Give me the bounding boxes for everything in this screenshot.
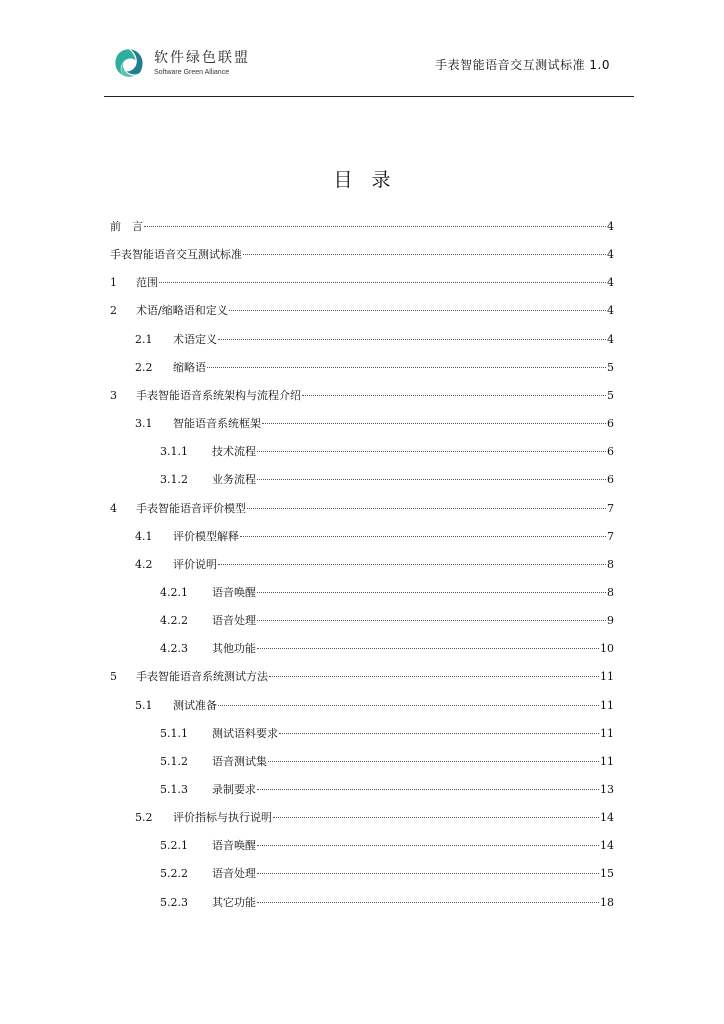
toc-entry-number: 4.2.2: [160, 614, 188, 628]
toc-entry-label: 测试语料要求: [212, 726, 278, 740]
toc-dot-leader: [257, 873, 599, 874]
logo-name-cn: 软件绿色联盟: [154, 50, 250, 66]
toc-entry[interactable]: [160, 725, 614, 743]
toc-entry-label: 手表智能语音系统测试方法: [136, 670, 268, 684]
toc-entry-label: 智能语音系统框架: [173, 417, 261, 431]
toc-entry-page: 11: [600, 754, 614, 768]
toc-entry[interactable]: [135, 359, 614, 377]
toc-entry-page: 8: [607, 585, 614, 599]
toc-entry-label: 术语/缩略语和定义: [136, 304, 228, 318]
toc-entry[interactable]: [110, 274, 614, 292]
toc-entry-number: 3: [110, 388, 117, 402]
toc-dot-leader: [207, 367, 606, 368]
toc-entry-page: 7: [607, 529, 614, 543]
toc-dot-leader: [257, 620, 606, 621]
toc-dot-leader: [240, 536, 606, 537]
toc-dot-leader: [257, 648, 599, 649]
toc-entry-page: 11: [600, 698, 614, 712]
toc-entry-page: 6: [607, 445, 614, 459]
toc-entry[interactable]: [135, 415, 614, 433]
toc-entry[interactable]: [160, 781, 614, 799]
toc-entry[interactable]: [135, 697, 614, 715]
toc-entry-number: 5.2.1: [160, 839, 188, 853]
toc-entry-page: 6: [607, 473, 614, 487]
toc-entry-page: 10: [600, 642, 614, 656]
toc-entry-page: 15: [600, 867, 614, 881]
toc-entry-number: 1: [110, 276, 117, 290]
toc-entry-page: 4: [607, 248, 614, 262]
toc-entry-number: 4: [110, 501, 117, 515]
toc-entry-label: 评价说明: [173, 557, 217, 571]
toc-entry[interactable]: [110, 668, 614, 686]
toc-entry[interactable]: [135, 809, 614, 827]
toc-entry[interactable]: [160, 837, 614, 855]
toc-dot-leader: [273, 817, 599, 818]
toc-dot-leader: [247, 508, 606, 509]
toc-entry-number: 5.2: [135, 811, 153, 825]
toc-entry[interactable]: [110, 500, 614, 518]
toc-entry-page: 8: [607, 557, 614, 571]
toc-entry[interactable]: [160, 865, 614, 883]
toc-dot-leader: [257, 592, 606, 593]
toc-entry-page: 14: [600, 811, 614, 825]
alliance-logo-icon: [112, 46, 146, 80]
toc-entry-label: 测试准备: [173, 698, 217, 712]
toc-entry-label: 评价模型解释: [173, 529, 239, 543]
toc-entry-label: 手表智能语音交互测试标准: [110, 248, 242, 262]
toc-entry-label: 语音唤醒: [212, 839, 256, 853]
toc-entry-number: 5.1: [135, 698, 153, 712]
toc-entry-label: 录制要求: [212, 783, 256, 796]
toc-entry-page: 9: [607, 614, 614, 628]
toc-entry-label: 技术流程: [212, 445, 256, 459]
toc-entry-page: 6: [607, 417, 614, 431]
toc-entry-number: 4.2.1: [160, 585, 188, 599]
toc-entry-page: 4: [607, 276, 614, 290]
toc-entry[interactable]: [160, 753, 614, 771]
toc-entry-number: 2.2: [135, 360, 153, 374]
toc-entry-number: 2.1: [135, 332, 153, 346]
toc-dot-leader: [262, 423, 606, 424]
toc-dot-leader: [257, 845, 599, 846]
toc-heading: 目录: [333, 169, 410, 191]
toc-entry-label: 其它功能: [212, 895, 256, 909]
toc-entry-label: 缩略语: [173, 360, 206, 374]
toc-entry-page: 7: [607, 501, 614, 515]
toc-entry-page: 4: [607, 220, 614, 233]
toc-entry-page: 5: [607, 388, 614, 402]
toc-entry-number: 4.1: [135, 529, 153, 543]
toc-entry[interactable]: [110, 302, 614, 320]
toc-entry-number: 5.1.2: [160, 754, 188, 768]
toc-dot-leader: [257, 789, 599, 790]
toc-entry-page: 5: [607, 360, 614, 374]
toc-entry-label: 手表智能语音系统架构与流程介绍: [136, 388, 301, 402]
toc-entry-number: 4.2: [135, 557, 153, 571]
toc-entry[interactable]: [160, 584, 614, 602]
page-header: [0, 0, 724, 97]
document-title: 手表智能语音交互测试标准 1.0: [435, 58, 610, 72]
toc-entry-label: 业务流程: [212, 473, 256, 487]
toc-entry-label: 其他功能: [212, 642, 256, 656]
toc-entry-label: 术语定义: [173, 332, 217, 346]
toc-dot-leader: [257, 451, 606, 452]
toc-entry[interactable]: [110, 218, 614, 236]
toc-entry-number: 3.1: [135, 417, 153, 431]
toc-entry-page: 11: [600, 670, 614, 684]
logo-wordmark: [154, 50, 250, 78]
toc-entry-number: 5.2.3: [160, 895, 188, 909]
toc-entry[interactable]: [135, 556, 614, 574]
toc-entry[interactable]: [160, 894, 614, 912]
toc-dot-leader: [257, 479, 606, 480]
toc-entry[interactable]: [135, 331, 614, 349]
toc-entry[interactable]: [160, 640, 614, 658]
toc-entry-page: 4: [607, 304, 614, 318]
toc-entry-number: 2: [110, 304, 117, 318]
toc-entry-label: 语音唤醒: [212, 585, 256, 599]
toc-entry[interactable]: [160, 612, 614, 630]
toc-entry-page: 14: [600, 839, 614, 853]
toc-entry-label: 语音处理: [212, 867, 256, 881]
toc-entry-label: 语音测试集: [212, 754, 267, 768]
toc-entry-number: 3.1.2: [160, 473, 188, 487]
toc-dot-leader: [302, 395, 606, 396]
toc-entry-page: 18: [600, 895, 614, 909]
toc-entry[interactable]: [160, 471, 614, 489]
toc-entry-label: 语音处理: [212, 614, 256, 628]
toc-entry-label: 前 言: [110, 220, 143, 233]
toc-dot-leader: [229, 310, 606, 311]
toc-entry-label: 范围: [136, 276, 158, 290]
toc-dot-leader: [144, 226, 606, 227]
toc-entry-number: 5.1.1: [160, 726, 188, 740]
toc-entry-number: 5: [110, 670, 117, 684]
toc-dot-leader: [268, 761, 599, 762]
toc-dot-leader: [218, 705, 599, 706]
toc-entry-number: 4.2.3: [160, 642, 188, 656]
toc-dot-leader: [279, 733, 599, 734]
toc-entry-page: 4: [607, 332, 614, 346]
toc-dot-leader: [218, 564, 606, 565]
toc-entry-label: 评价指标与执行说明: [173, 811, 272, 825]
toc-dot-leader: [159, 282, 606, 283]
toc-entry-number: 5.1.3: [160, 783, 188, 796]
toc-entry-page: 11: [600, 726, 614, 740]
toc-dot-leader: [243, 254, 606, 255]
header-divider: [104, 96, 634, 97]
toc-entry-label: 手表智能语音评价模型: [136, 501, 246, 515]
toc-entry[interactable]: [110, 387, 614, 405]
toc-dot-leader: [257, 902, 599, 903]
logo-name-en: Software Green Alliance: [154, 69, 230, 76]
toc-entry-page: 13: [600, 783, 614, 796]
toc-dot-leader: [218, 339, 606, 340]
toc-entry[interactable]: [110, 246, 614, 264]
toc-entry[interactable]: [135, 528, 614, 546]
toc-dot-leader: [269, 676, 599, 677]
toc-entry-number: 3.1.1: [160, 445, 188, 459]
toc-entry-number: 5.2.2: [160, 867, 188, 881]
toc-entry[interactable]: [160, 443, 614, 461]
